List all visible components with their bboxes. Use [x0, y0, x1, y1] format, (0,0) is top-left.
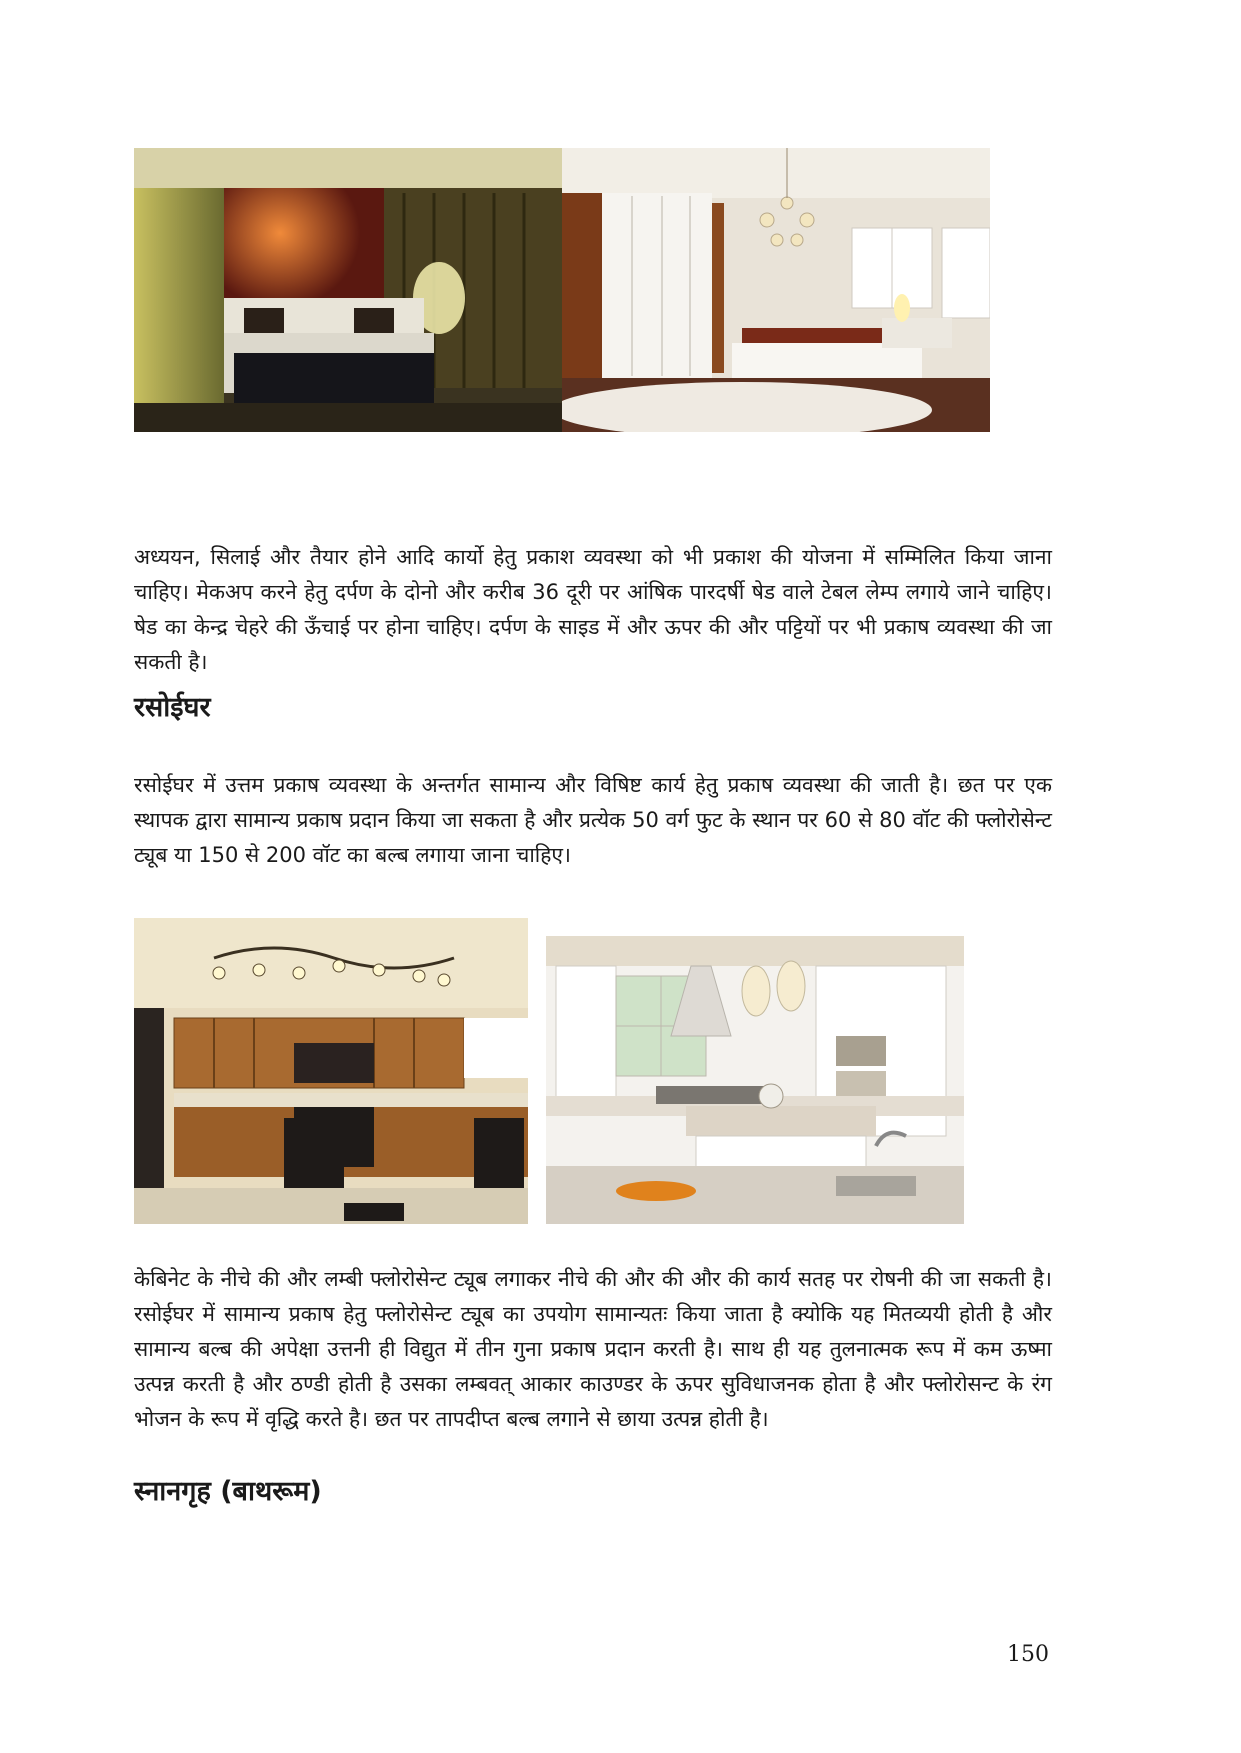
paragraph-kitchen-fluorescent: केबिनेट के नीचे की और लम्बी फ्लोरोसेन्ट ट्यूब लगाकर नीचे की और की और की कार्य सतह पर रोषनी की जा सकती है। रसोईघर में सामान्य प्रकाष हेतु फ्लोरोसेन्ट ट्यूब का उपयोग सामान्यतः किया जाता है क्योकि यह मितव्ययी होती है और सामान्य बल्ब की अपेक्षा उत्तनी ही विद्युत में तीन गुना प्रकाष प्रदान करती है। साथ ही यह तुलनात्मक रूप में कम ऊष्मा उत्पन्न करती है और ठण्डी होती है उसका लम्बवत् आकार काउण्डर के ऊपर सुविधाजनक होता है और फ्लोरोसन्ट के रंग भोजन के रूप में वृद्धि करते है। छत पर तापदीप्त बल्ब लगाने से छाया उत्पन्न होती है।	[134, 1267, 1052, 1431]
kitchen-photo-white-cabinets	[546, 936, 964, 1224]
heading-bathroom: स्नानगृह (बाथरूम)	[134, 1476, 322, 1507]
page-number: 150	[1007, 1642, 1049, 1667]
bedroom-photo-red-headboard	[134, 148, 562, 432]
heading-kitchen: रसोईघर	[134, 692, 211, 723]
bedroom-photo-chandelier	[562, 148, 990, 432]
paragraph-study-lighting: अध्ययन, सिलाई और तैयार होने आदि कार्यो हेतु प्रकाश व्यवस्था को भी प्रकाश की योजना में सम्मिलित किया जाना चाहिए। मेकअप करने हेतु दर्पण के दोनो और करीब 36 दूरी पर आंषिक पारदर्षी षेड वाले टेबल लेम्प लगाये जाने चाहिए। षेड का केन्द्र चेहरे की ऊँचाई पर होना चाहिए। दर्पण के साइड में और ऊपर की और पट्टियों पर भी प्रकाष व्यवस्था की जा सकती है।	[134, 545, 1052, 674]
paragraph-kitchen-general-lighting: रसोईघर में उत्तम प्रकाष व्यवस्था के अन्तर्गत सामान्य और विषिष्ट कार्य हेतु प्रकाष व्यवस्था की जाती है। छत पर एक स्थापक द्वारा सामान्य प्रकाष प्रदान किया जा सकता है और प्रत्येक 50 वर्ग फुट के स्थान पर 60 से 80 वॉट की फ्लोरोसेन्ट ट्यूब या 150 से 200 वॉट का बल्ब लगाया जाना चाहिए।	[134, 773, 1052, 867]
kitchen-photo-track-lighting	[134, 918, 528, 1224]
